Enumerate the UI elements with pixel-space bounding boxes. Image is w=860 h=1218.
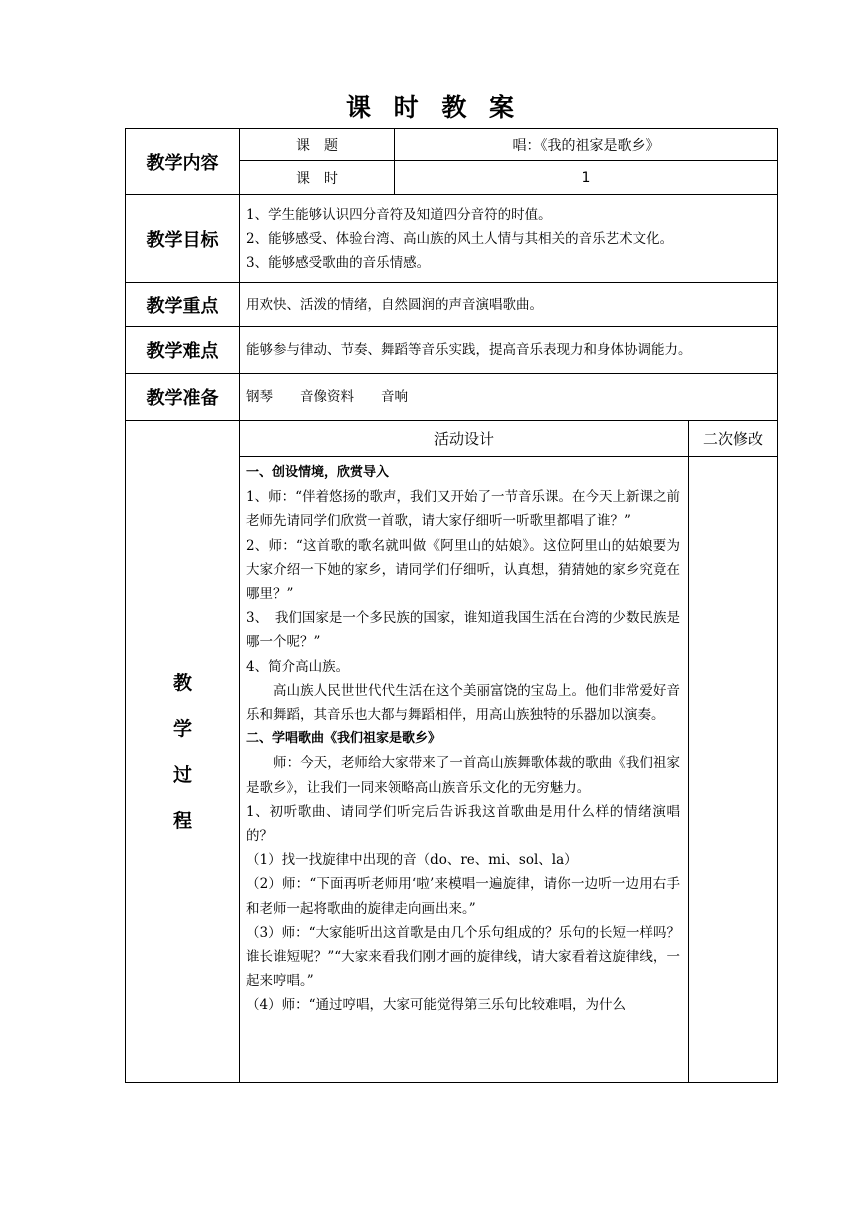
- difficulty-text: 能够参与律动、节奏、舞蹈等音乐实践，提高音乐表现力和身体协调能力。: [240, 327, 778, 374]
- key-text: 用欢快、活泼的情绪，自然圆润的声音演唱歌曲。: [240, 283, 778, 327]
- lesson-plan-table: [125, 128, 778, 1083]
- goals-list: [240, 195, 778, 283]
- prep-label: 教学准备: [126, 374, 240, 421]
- goals-row: [126, 195, 778, 283]
- process-label-char: 程: [172, 809, 192, 832]
- page-title: 课 时 教 案: [345, 93, 515, 122]
- content-row-topic: [126, 129, 778, 161]
- section-heading: 二、学唱歌曲《我们祖家是歌乡》: [246, 731, 442, 747]
- process-paragraph: （3）师：“大家能听出这首歌是由几个乐句组成的？乐句的长短一样吗？谁长谁短呢？”“大家来看我们刚才画的旋律线，请大家看着这旋律线，一起来哼唱。”: [246, 924, 680, 990]
- goals-label: 教学目标: [126, 195, 240, 283]
- process-label: [126, 421, 240, 1083]
- difficulty-label: 教学难点: [126, 327, 240, 374]
- process-paragraph: 高山族人民世世代代生活在这个美丽富饶的宝岛上。他们非常爱好音乐和舞蹈，其音乐也大都与舞蹈相伴，用高山族独特的乐器加以演奏。: [246, 682, 680, 724]
- period-label: 课 时: [240, 161, 395, 195]
- prep-row: [126, 374, 778, 421]
- process-label-char: 教: [172, 671, 192, 694]
- activity-design-header: 活动设计: [240, 421, 689, 457]
- process-label-char: 学: [172, 717, 192, 740]
- topic-value: 唱：《我的祖家是歌乡》: [395, 129, 778, 161]
- period-value: 1: [395, 161, 778, 195]
- process-paragraph: 1、初听歌曲、请同学们听完后告诉我这首歌曲是用什么样的情绪演唱的？: [246, 803, 680, 845]
- key-row: [126, 283, 778, 327]
- process-paragraph: （1）找一找旋律中出现的音（do、re、mi、sol、la）: [246, 852, 578, 869]
- process-paragraph: 4、简介高山族。: [246, 658, 350, 675]
- content-label: 教学内容: [126, 129, 240, 195]
- goal-item: 1、学生能够认识四分音符及知道四分音符的时值。: [246, 206, 552, 223]
- key-label: 教学重点: [126, 283, 240, 327]
- revision-content: [689, 457, 778, 1083]
- section-heading: 一、创设情境，欣赏导入: [246, 465, 390, 480]
- process-paragraph: （4）师：“通过哼唱，大家可能觉得第三乐句比较难唱，为什么: [246, 997, 626, 1014]
- process-paragraph: 2、师：“这首歌的歌名就叫做《阿里山的姑娘》。这位阿里山的姑娘要为大家介绍一下她的家乡，请同学们仔细听，认真想，猜猜她的家乡究竟在哪里？”: [246, 537, 680, 603]
- prep-text: 钢琴 音像资料 音响: [240, 374, 778, 421]
- revision-header: 二次修改: [689, 421, 778, 457]
- activity-design-content: [240, 457, 689, 1083]
- topic-label: 课 题: [240, 129, 395, 161]
- process-paragraph: 1、师：“伴着悠扬的歌声，我们又开始了一节音乐课。在今天上新课之前老师先请同学们欣赏一首歌，请大家仔细听一听歌里都唱了谁？”: [246, 489, 680, 530]
- goal-item: 2、能够感受、体验台湾、高山族的风土人情与其相关的音乐艺术文化。: [246, 230, 674, 247]
- goal-item: 3、能够感受歌曲的音乐情感。: [246, 254, 431, 271]
- difficulty-row: [126, 327, 778, 374]
- process-paragraph: 师：今天，老师给大家带来了一首高山族舞歌体裁的歌曲《我们祖家是歌乡》，让我们一同来领略高山族音乐文化的无穷魅力。: [246, 755, 680, 796]
- process-paragraph: 3、 我们国家是一个多民族的国家，谁知道我国生活在台湾的少数民族是哪一个呢？”: [246, 610, 680, 651]
- process-label-char: 过: [172, 763, 192, 786]
- process-paragraph: （2）师：“下面再听老师用‘啦’来模唱一遍旋律，请你一边听一边用右手和老师一起将歌曲的旋律走向画出来。”: [246, 876, 680, 917]
- process-header-row: [126, 421, 778, 457]
